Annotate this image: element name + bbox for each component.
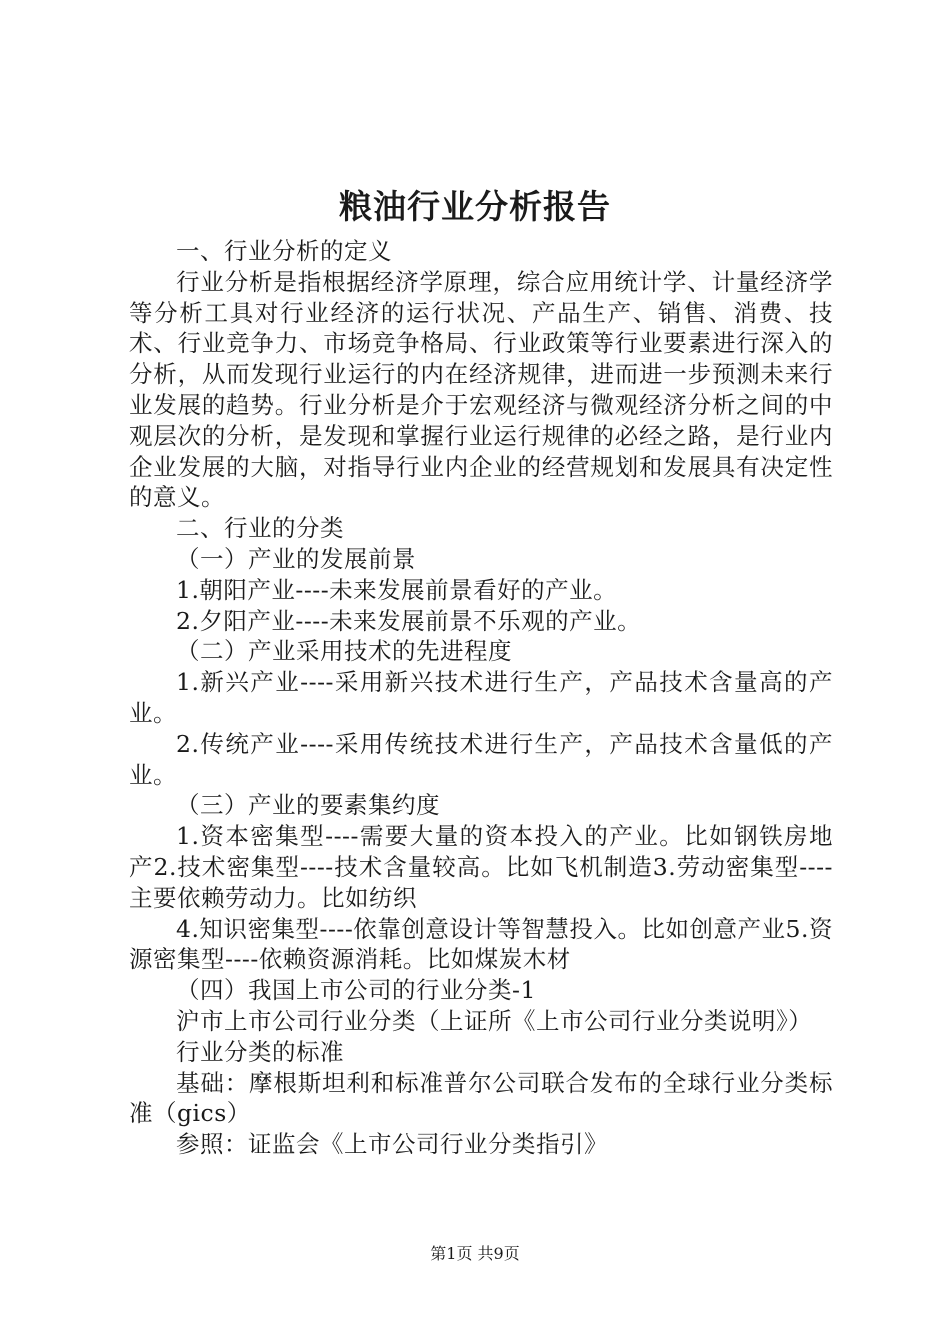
subsection-heading-technology: （二）产业采用技术的先进程度 (176, 637, 512, 666)
paragraph-classification-standard: 行业分类的标准 (176, 1037, 344, 1066)
paragraph-shanghai-classification: 沪市上市公司行业分类（上证所《上市公司行业分类说明》） (176, 1006, 813, 1035)
paragraph-reference: 参照：证监会《上市公司行业分类指引》 (176, 1130, 608, 1159)
paragraph-basis: 基础：摩根斯坦利和标准普尔公司联合发布的全球行业分类标准（gics） (129, 1068, 833, 1128)
list-item-sunset-industry: 2.夕阳产业----未来发展前景不乐观的产业。 (176, 606, 642, 635)
list-item-capital-intensive: 1.资本密集型----需要大量的资本投入的产业。比如钢铁房地产2.技术密集型----技术含量较高。比如飞机制造3.劳动密集型----主要依赖劳动力。比如纺织 (129, 822, 833, 912)
subsection-heading-intensity: （三）产业的要素集约度 (176, 791, 440, 820)
subsection-heading-prospects: （一）产业的发展前景 (176, 544, 416, 573)
page-footer: 第1页 共9页 (430, 1244, 520, 1263)
section-heading-classification: 二、行业的分类 (176, 514, 344, 543)
list-item-knowledge-intensive: 4.知识密集型----依靠创意设计等智慧投入。比如创意产业5.资源密集型----依赖资源消耗。比如煤炭木材 (129, 914, 833, 974)
paragraph-definition: 行业分析是指根据经济学原理，综合应用统计学、计量经济学等分析工具对行业经济的运行状况、产品生产、销售、消费、技术、行业竞争力、市场竞争格局、行业政策等行业要素进行深入的分析，从而发现行业运行的内在经济规律，进而进一步预测未来行业发展的趋势。行业分析是介于宏观经济与微观经济分析之间的中观层次的分析，是发现和掌握行业运行规律的必经之路，是行业内企业发展的大脑，对指导行业内企业的经营规划和发展具有决定性的意义。 (129, 267, 833, 512)
subsection-heading-listed-companies: （四）我国上市公司的行业分类-1 (176, 976, 536, 1005)
list-item-traditional-industry: 2.传统产业----采用传统技术进行生产，产品技术含量低的产业。 (129, 729, 833, 789)
list-item-emerging-industry: 1.新兴产业----采用新兴技术进行生产，产品技术含量高的产业。 (129, 668, 833, 727)
section-heading-definition: 一、行业分析的定义 (176, 237, 392, 265)
document-title: 粮油行业分析报告 (339, 187, 611, 226)
document-body (129, 236, 833, 1160)
list-item-sunrise-industry: 1.朝阳产业----未来发展前景看好的产业。 (176, 575, 618, 604)
